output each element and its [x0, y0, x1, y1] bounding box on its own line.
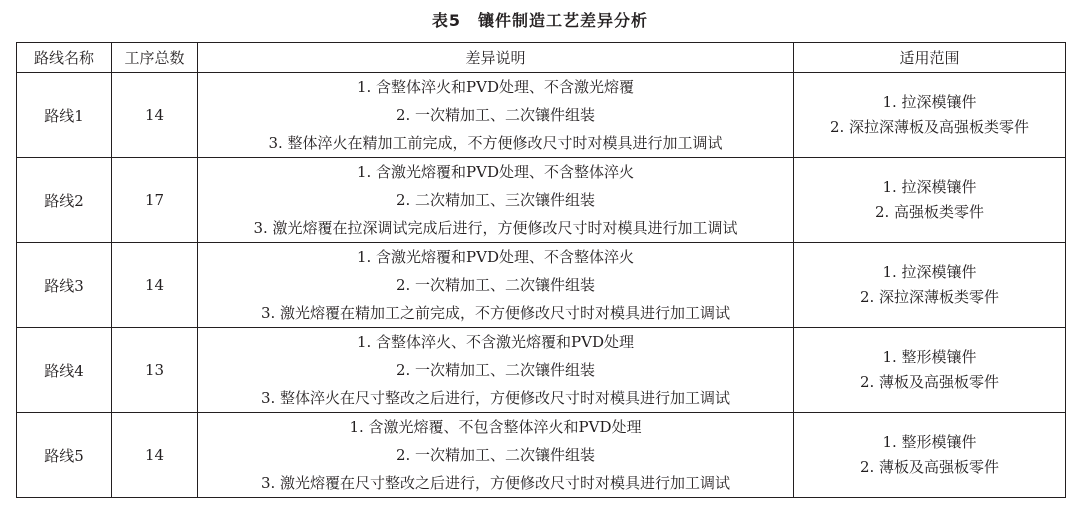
route-name: 路线2 — [17, 158, 112, 243]
scope-cell — [794, 413, 1066, 498]
scope-cell — [794, 73, 1066, 158]
scope-line: 1. 拉深模镶件 — [882, 93, 977, 111]
route-name: 路线4 — [17, 328, 112, 413]
header-scope: 适用范围 — [794, 43, 1066, 73]
header-process-count: 工序总数 — [112, 43, 198, 73]
route-name: 路线5 — [17, 413, 112, 498]
scope-line: 1. 拉深模镶件 — [882, 178, 977, 196]
route-name: 路线3 — [17, 243, 112, 328]
difference-cell — [198, 243, 794, 328]
table-row — [17, 328, 1066, 413]
process-count: 17 — [112, 158, 198, 243]
process-count: 14 — [112, 243, 198, 328]
difference-line: 1. 含整体淬火、不含激光熔覆和PVD处理 — [356, 333, 635, 351]
table-row — [17, 243, 1066, 328]
table-title: 表5 镶件制造工艺差异分析 — [431, 11, 649, 30]
difference-line: 1. 含激光熔覆和PVD处理、不含整体淬火 — [356, 163, 635, 181]
difference-line: 3. 激光熔覆在尺寸整改之后进行，方便修改尺寸时对模具进行加工调试 — [260, 474, 731, 492]
difference-line: 2. 一次精加工、二次镶件组装 — [395, 276, 596, 294]
table-row — [17, 158, 1066, 243]
scope-line: 1. 整形模镶件 — [882, 348, 977, 366]
process-difference-table — [16, 42, 1066, 498]
scope-line: 2. 高强板类零件 — [874, 203, 985, 221]
difference-line: 2. 一次精加工、二次镶件组装 — [395, 361, 596, 379]
difference-line: 2. 一次精加工、二次镶件组装 — [395, 106, 596, 124]
difference-cell — [198, 158, 794, 243]
scope-cell — [794, 158, 1066, 243]
header-difference: 差异说明 — [198, 43, 794, 73]
difference-cell — [198, 328, 794, 413]
table-row — [17, 413, 1066, 498]
table-row — [17, 73, 1066, 158]
difference-line: 1. 含整体淬火和PVD处理、不含激光熔覆 — [356, 78, 635, 96]
difference-line: 1. 含激光熔覆和PVD处理、不含整体淬火 — [356, 248, 635, 266]
scope-line: 2. 深拉深薄板及高强板类零件 — [829, 118, 1030, 136]
process-count: 13 — [112, 328, 198, 413]
difference-cell — [198, 73, 794, 158]
difference-cell — [198, 413, 794, 498]
scope-line: 2. 深拉深薄板类零件 — [859, 288, 1000, 306]
difference-line: 3. 激光熔覆在拉深调试完成后进行，方便修改尺寸时对模具进行加工调试 — [253, 219, 738, 237]
difference-line: 1. 含激光熔覆、不包含整体淬火和PVD处理 — [349, 418, 642, 436]
scope-cell — [794, 328, 1066, 413]
difference-line: 2. 二次精加工、三次镶件组装 — [395, 191, 596, 209]
difference-line: 2. 一次精加工、二次镶件组装 — [395, 446, 596, 464]
scope-line: 1. 拉深模镶件 — [882, 263, 977, 281]
process-count: 14 — [112, 413, 198, 498]
scope-line: 2. 薄板及高强板零件 — [859, 373, 1000, 391]
difference-line: 3. 激光熔覆在精加工之前完成，不方便修改尺寸时对模具进行加工调试 — [260, 304, 731, 322]
header-row — [17, 43, 1066, 73]
header-route-name: 路线名称 — [17, 43, 112, 73]
difference-line: 3. 整体淬火在精加工前完成，不方便修改尺寸时对模具进行加工调试 — [268, 134, 723, 152]
process-count: 14 — [112, 73, 198, 158]
scope-cell — [794, 243, 1066, 328]
scope-line: 2. 薄板及高强板零件 — [859, 458, 1000, 476]
scope-line: 1. 整形模镶件 — [882, 433, 977, 451]
route-name: 路线1 — [17, 73, 112, 158]
difference-line: 3. 整体淬火在尺寸整改之后进行，方便修改尺寸时对模具进行加工调试 — [260, 389, 731, 407]
